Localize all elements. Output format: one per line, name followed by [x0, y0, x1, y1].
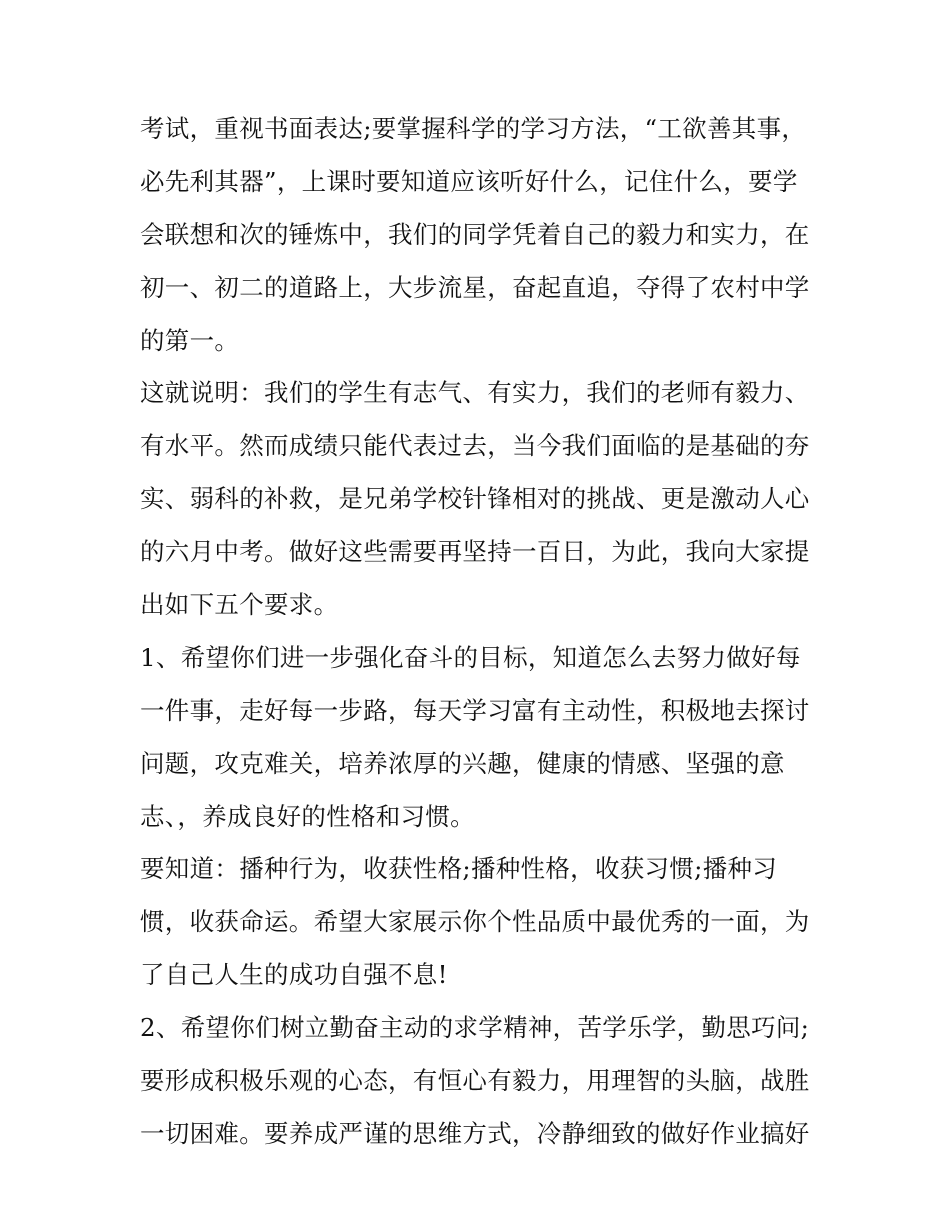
text-line: 了自己人生的成功自强不息!	[140, 960, 448, 990]
text-line: 惯，收获命运。希望大家展示你个性品质中最优秀的一面，为	[140, 907, 810, 937]
text-line: 考试，重视书面表达;要掌握科学的学习方法，“工欲善其事，	[140, 114, 807, 143]
text-line: 初一、初二的道路上，大步流星，奋起直追，夺得了农村中学	[140, 272, 810, 302]
text-line: 有水平。然而成绩只能代表过去，当今我们面临的是基础的夯	[140, 431, 810, 461]
text-line: 这就说明：我们的学生有志气、有实力，我们的老师有毅力、	[140, 378, 810, 408]
text-line: 会联想和次的锤炼中，我们的同学凭着自己的毅力和实力，在	[140, 219, 810, 249]
text-line: 出如下五个要求。	[140, 590, 339, 620]
text-line: 要知道：播种行为，收获性格;播种性格，收获习惯;播种习	[140, 854, 778, 884]
text-line: 的六月中考。做好这些需要再坚持一百日，为此，我向大家提	[140, 537, 810, 567]
text-line: 的第一。	[140, 325, 240, 355]
text-line: 2、希望你们树立勤奋主动的求学精神，苦学乐学，勤思巧问;	[140, 1013, 810, 1043]
text-line: 必先利其器”，上课时要知道应该听好什么，记住什么，要学	[140, 166, 798, 196]
document-body	[140, 103, 820, 1161]
text-line: 1、希望你们进一步强化奋斗的目标，知道怎么去努力做好每	[140, 642, 801, 672]
text-line: 要形成积极乐观的心态，有恒心有毅力，用理智的头脑，战胜	[140, 1066, 810, 1096]
text-line: 一切困难。要养成严谨的思维方式，冷静细致的做好作业搞好	[140, 1118, 810, 1148]
text-line: 一件事，走好每一步路，每天学习富有主动性，积极地去探讨	[140, 695, 810, 725]
text-line: 实、弱科的补救，是兄弟学校针锋相对的挑战、更是激动人心	[140, 484, 810, 514]
text-line: 志、，养成良好的性格和习惯。	[140, 801, 475, 831]
text-line: 问题，攻克难关，培养浓厚的兴趣，健康的情感、坚强的意	[140, 748, 785, 778]
